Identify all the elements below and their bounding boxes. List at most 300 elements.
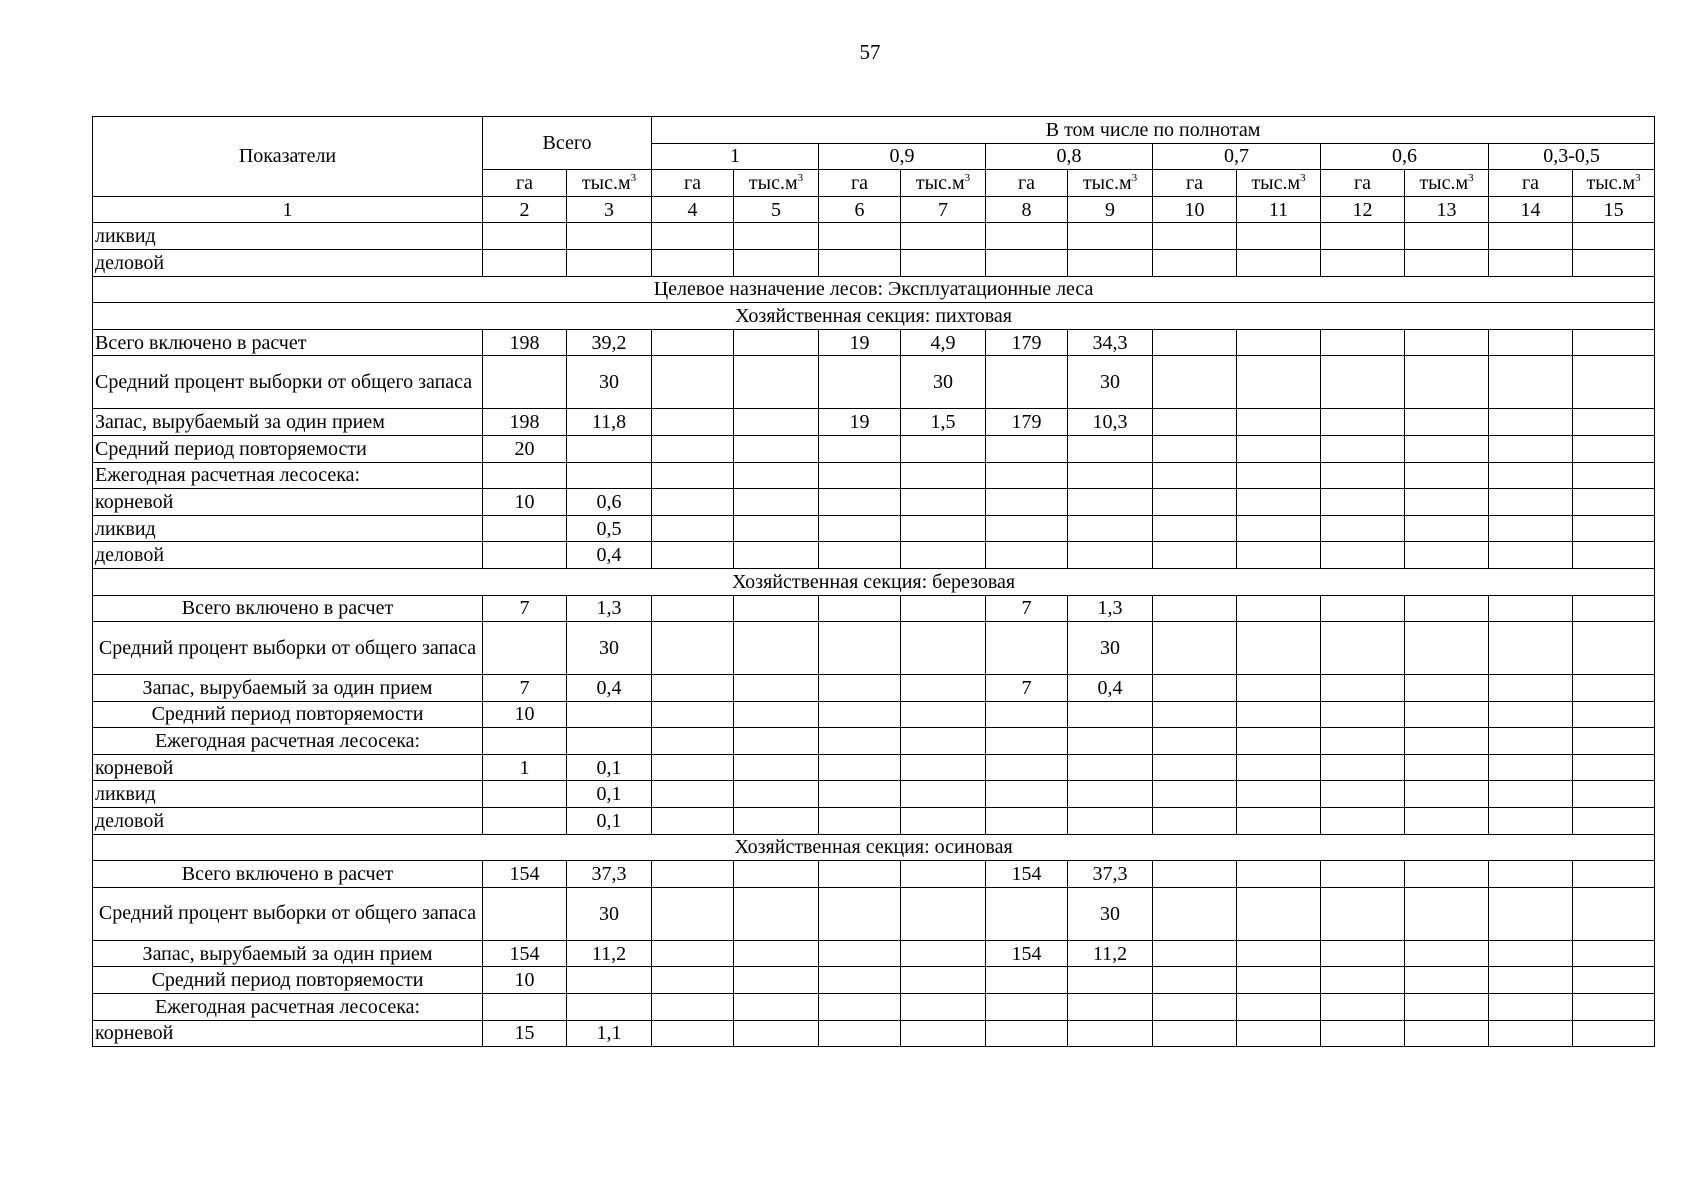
table-cell	[652, 223, 734, 250]
table-cell	[1573, 462, 1655, 489]
table-cell	[1489, 754, 1573, 781]
table-cell	[652, 887, 734, 940]
table-cell	[1405, 967, 1489, 994]
table-cell	[1237, 249, 1321, 276]
table-cell	[652, 356, 734, 409]
table-cell	[1153, 940, 1237, 967]
section-row	[93, 568, 1655, 595]
table-cell	[1321, 223, 1405, 250]
row-label: Средний процент выборки от общего запаса	[93, 887, 483, 940]
row-label: деловой	[93, 249, 483, 276]
table-cell	[567, 994, 652, 1021]
unit-ha: га	[483, 170, 567, 197]
table-cell	[652, 994, 734, 1021]
header-density: 0,8	[986, 143, 1153, 170]
row-label: Всего включено в расчет	[93, 595, 483, 622]
table-cell: 10,3	[1068, 409, 1153, 436]
table-cell: 0,6	[567, 489, 652, 516]
table-row	[93, 542, 1655, 569]
unit-volume-text: тыс.м	[1586, 171, 1636, 194]
table-cell	[1489, 861, 1573, 888]
table-cell	[819, 515, 901, 542]
row-label: Ежегодная расчетная лесосека:	[93, 728, 483, 755]
table-cell	[734, 994, 819, 1021]
table-row	[93, 861, 1655, 888]
table-cell: 10	[483, 489, 567, 516]
table-cell	[819, 223, 901, 250]
table-cell	[901, 489, 986, 516]
column-number: 9	[1068, 196, 1153, 223]
table-cell	[819, 249, 901, 276]
table-cell	[1489, 542, 1573, 569]
unit-volume-exponent: 3	[630, 171, 637, 184]
column-number: 2	[483, 196, 567, 223]
row-label: корневой	[93, 489, 483, 516]
table-cell	[1321, 887, 1405, 940]
table-cell	[1237, 622, 1321, 675]
table-cell	[1237, 489, 1321, 516]
table-cell	[1405, 356, 1489, 409]
unit-volume-exponent: 3	[1635, 171, 1641, 184]
table-cell	[734, 249, 819, 276]
unit-volume	[901, 170, 986, 197]
table-cell	[652, 808, 734, 835]
table-cell	[986, 887, 1068, 940]
table-cell	[986, 994, 1068, 1021]
table-cell: 37,3	[567, 861, 652, 888]
row-label: Ежегодная расчетная лесосека:	[93, 462, 483, 489]
table-cell	[819, 1020, 901, 1047]
table-cell	[986, 249, 1068, 276]
header-density: 0,6	[1321, 143, 1489, 170]
table-row	[93, 489, 1655, 516]
table-cell: 179	[986, 329, 1068, 356]
unit-volume-text: тыс.м	[915, 171, 965, 194]
table-cell: 7	[986, 675, 1068, 702]
table-cell	[1237, 967, 1321, 994]
table-cell	[1321, 515, 1405, 542]
table-cell	[1321, 435, 1405, 462]
table-cell	[1068, 489, 1153, 516]
table-cell	[819, 701, 901, 728]
unit-volume-exponent: 3	[964, 171, 971, 184]
table-cell: 154	[483, 861, 567, 888]
table-cell	[1489, 728, 1573, 755]
table-cell	[1321, 462, 1405, 489]
table-cell	[1573, 515, 1655, 542]
table-cell	[1489, 329, 1573, 356]
table-cell	[819, 675, 901, 702]
table-cell	[1237, 887, 1321, 940]
table-cell	[483, 781, 567, 808]
table-cell	[901, 223, 986, 250]
column-number: 4	[652, 196, 734, 223]
unit-volume-exponent: 3	[1131, 171, 1138, 184]
table-cell	[734, 223, 819, 250]
table-row	[93, 595, 1655, 622]
table-cell	[1489, 1020, 1573, 1047]
unit-volume-text: тыс.м	[1251, 171, 1301, 194]
table-cell	[819, 489, 901, 516]
table-cell	[734, 967, 819, 994]
table-cell	[1321, 489, 1405, 516]
table-cell	[1153, 595, 1237, 622]
column-number: 13	[1405, 196, 1489, 223]
unit-volume	[567, 170, 652, 197]
table-cell: 30	[567, 887, 652, 940]
table-cell	[1405, 940, 1489, 967]
table-cell	[1573, 994, 1655, 1021]
table-cell	[1405, 675, 1489, 702]
unit-volume-exponent: 3	[1300, 171, 1306, 184]
table-cell	[1489, 622, 1573, 675]
table-row	[93, 409, 1655, 436]
table-cell	[1405, 754, 1489, 781]
table-cell	[1153, 356, 1237, 409]
table-cell: 30	[1068, 887, 1153, 940]
table-cell	[1153, 861, 1237, 888]
table-cell	[652, 409, 734, 436]
table-cell	[1489, 249, 1573, 276]
table-cell	[1237, 595, 1321, 622]
row-label: корневой	[93, 1020, 483, 1047]
table-cell	[483, 808, 567, 835]
header-total: Всего	[483, 117, 652, 170]
table-cell	[901, 435, 986, 462]
row-label: Всего включено в расчет	[93, 861, 483, 888]
section-title: Хозяйственная секция: осиновая	[93, 834, 1655, 861]
table-cell: 1,3	[567, 595, 652, 622]
table-cell	[1573, 701, 1655, 728]
table-cell	[1405, 781, 1489, 808]
table-row	[93, 223, 1655, 250]
table-cell	[901, 861, 986, 888]
table-cell	[1237, 462, 1321, 489]
table-cell	[1573, 728, 1655, 755]
table-cell	[901, 542, 986, 569]
table-cell	[567, 435, 652, 462]
table-cell	[652, 701, 734, 728]
unit-ha: га	[1489, 170, 1573, 197]
unit-ha: га	[986, 170, 1068, 197]
table-cell: 0,4	[1068, 675, 1153, 702]
table-cell	[1237, 861, 1321, 888]
table-cell: 39,2	[567, 329, 652, 356]
table-cell	[1321, 249, 1405, 276]
table-cell: 0,5	[567, 515, 652, 542]
table-cell	[819, 967, 901, 994]
table-cell	[1573, 675, 1655, 702]
table-cell	[1237, 1020, 1321, 1047]
table-cell	[734, 940, 819, 967]
table-cell	[1405, 489, 1489, 516]
table-cell	[652, 542, 734, 569]
table-cell	[483, 622, 567, 675]
table-row	[93, 781, 1655, 808]
column-numbers-row	[93, 196, 1655, 223]
table-cell	[986, 1020, 1068, 1047]
table-cell	[1321, 967, 1405, 994]
table-cell	[1237, 223, 1321, 250]
table-cell	[1405, 329, 1489, 356]
table-cell	[483, 515, 567, 542]
table-cell	[901, 887, 986, 940]
table-row	[93, 515, 1655, 542]
table-cell	[1405, 515, 1489, 542]
unit-volume-exponent: 3	[1468, 171, 1474, 184]
row-label: Запас, вырубаемый за один прием	[93, 409, 483, 436]
table-cell	[1068, 754, 1153, 781]
table-cell: 30	[567, 622, 652, 675]
table-cell	[734, 462, 819, 489]
table-cell	[1573, 887, 1655, 940]
table-cell	[986, 622, 1068, 675]
table-cell	[1153, 675, 1237, 702]
table-cell	[1153, 887, 1237, 940]
unit-ha: га	[652, 170, 734, 197]
table-cell: 11,2	[567, 940, 652, 967]
table-cell	[1237, 409, 1321, 436]
header-density: 0,7	[1153, 143, 1321, 170]
table-cell	[483, 728, 567, 755]
table-cell	[652, 329, 734, 356]
unit-ha: га	[1153, 170, 1237, 197]
table-cell	[734, 728, 819, 755]
row-label: Всего включено в расчет	[93, 329, 483, 356]
table-cell: 30	[1068, 356, 1153, 409]
table-cell	[1405, 994, 1489, 1021]
table-cell	[1489, 435, 1573, 462]
table-cell	[819, 994, 901, 1021]
table-cell	[1237, 515, 1321, 542]
table-cell	[1237, 808, 1321, 835]
table-cell	[1573, 542, 1655, 569]
column-number: 6	[819, 196, 901, 223]
table-cell	[734, 701, 819, 728]
table-cell	[734, 675, 819, 702]
table-cell	[1489, 595, 1573, 622]
table-cell: 198	[483, 409, 567, 436]
table-cell	[483, 994, 567, 1021]
table-cell	[986, 754, 1068, 781]
table-cell	[819, 861, 901, 888]
table-cell	[1153, 515, 1237, 542]
table-cell: 154	[986, 940, 1068, 967]
unit-volume-text: тыс.м	[1082, 171, 1132, 194]
table-cell	[1237, 994, 1321, 1021]
table-cell	[986, 808, 1068, 835]
table-cell: 15	[483, 1020, 567, 1047]
table-cell	[1237, 754, 1321, 781]
unit-ha: га	[819, 170, 901, 197]
table-cell	[1068, 435, 1153, 462]
table-cell	[1573, 754, 1655, 781]
table-cell	[1573, 940, 1655, 967]
table-cell	[1321, 356, 1405, 409]
table-cell	[483, 356, 567, 409]
section-title: Хозяйственная секция: березовая	[93, 568, 1655, 595]
table-cell	[1321, 701, 1405, 728]
table-cell	[734, 329, 819, 356]
table-cell	[1489, 489, 1573, 516]
table-cell	[1237, 329, 1321, 356]
table-cell: 4,9	[901, 329, 986, 356]
table-cell	[734, 861, 819, 888]
table-cell: 0,4	[567, 542, 652, 569]
table-cell	[901, 701, 986, 728]
table-cell	[483, 249, 567, 276]
table-cell	[901, 515, 986, 542]
table-cell	[1068, 701, 1153, 728]
table-cell	[819, 887, 901, 940]
table-row	[93, 808, 1655, 835]
table-cell	[1489, 462, 1573, 489]
unit-volume-text: тыс.м	[581, 171, 631, 194]
table-cell	[734, 542, 819, 569]
table-cell	[734, 887, 819, 940]
table-cell	[1068, 808, 1153, 835]
table-cell	[819, 595, 901, 622]
table-cell	[567, 967, 652, 994]
header-indicators: Показатели	[93, 117, 483, 197]
table-cell	[483, 462, 567, 489]
section-title: Хозяйственная секция: пихтовая	[93, 303, 1655, 330]
table-cell: 1	[483, 754, 567, 781]
table-cell	[1405, 728, 1489, 755]
table-cell	[901, 595, 986, 622]
table-cell: 154	[483, 940, 567, 967]
table-cell: 179	[986, 409, 1068, 436]
table-cell	[652, 781, 734, 808]
table-cell	[901, 781, 986, 808]
table-cell	[1153, 728, 1237, 755]
table-cell	[1153, 489, 1237, 516]
table-cell	[734, 515, 819, 542]
column-number: 1	[93, 196, 483, 223]
unit-volume	[734, 170, 819, 197]
table-cell	[1489, 808, 1573, 835]
table-cell	[986, 462, 1068, 489]
table-row	[93, 887, 1655, 940]
table-cell	[819, 356, 901, 409]
table-cell	[819, 728, 901, 755]
table-cell	[901, 808, 986, 835]
table-cell	[1153, 994, 1237, 1021]
table-cell	[1153, 223, 1237, 250]
table-cell	[901, 754, 986, 781]
table-cell: 19	[819, 329, 901, 356]
table-cell: 0,1	[567, 754, 652, 781]
table-cell	[1405, 542, 1489, 569]
section-row	[93, 276, 1655, 303]
table-cell	[1068, 781, 1153, 808]
table-cell: 154	[986, 861, 1068, 888]
table-cell	[483, 542, 567, 569]
table-cell	[1321, 675, 1405, 702]
table-row	[93, 356, 1655, 409]
unit-volume-text: тыс.м	[1419, 171, 1469, 194]
table-cell: 1,3	[1068, 595, 1153, 622]
table-cell	[1405, 595, 1489, 622]
table-cell: 10	[483, 967, 567, 994]
table-cell	[986, 489, 1068, 516]
table-cell	[652, 249, 734, 276]
table-row	[93, 728, 1655, 755]
table-cell	[901, 249, 986, 276]
table-row	[93, 435, 1655, 462]
table-cell	[901, 622, 986, 675]
column-number: 14	[1489, 196, 1573, 223]
table-cell	[901, 940, 986, 967]
table-cell: 198	[483, 329, 567, 356]
table-cell	[652, 675, 734, 702]
table-cell	[1573, 1020, 1655, 1047]
table-cell	[567, 462, 652, 489]
table-cell	[734, 595, 819, 622]
table-cell	[1489, 967, 1573, 994]
row-label: Средний процент выборки от общего запаса	[93, 622, 483, 675]
table-cell	[901, 994, 986, 1021]
table-cell	[1321, 1020, 1405, 1047]
table-cell	[1321, 781, 1405, 808]
table-cell	[1573, 435, 1655, 462]
table-cell	[986, 435, 1068, 462]
unit-volume	[1237, 170, 1321, 197]
table-cell: 30	[1068, 622, 1153, 675]
table-cell	[1489, 515, 1573, 542]
page-number: 57	[859, 40, 881, 64]
table-cell	[986, 781, 1068, 808]
table-cell	[1573, 249, 1655, 276]
column-number: 5	[734, 196, 819, 223]
table-cell	[1068, 728, 1153, 755]
row-label: деловой	[93, 542, 483, 569]
table-cell	[1237, 542, 1321, 569]
table-cell	[652, 940, 734, 967]
table-cell	[819, 754, 901, 781]
table-cell	[1153, 781, 1237, 808]
table-cell	[652, 622, 734, 675]
table-cell	[1153, 409, 1237, 436]
table-cell	[1321, 542, 1405, 569]
row-label: корневой	[93, 754, 483, 781]
table-cell	[1321, 940, 1405, 967]
table-cell	[734, 754, 819, 781]
table-cell	[1237, 356, 1321, 409]
table-cell	[483, 887, 567, 940]
table-cell: 19	[819, 409, 901, 436]
table-cell	[734, 808, 819, 835]
header-density: 0,9	[819, 143, 986, 170]
table-cell	[1153, 808, 1237, 835]
section-title: Целевое назначение лесов: Эксплуатационные леса	[93, 276, 1655, 303]
table-cell	[1405, 249, 1489, 276]
row-label: Средний период повторяемости	[93, 701, 483, 728]
table-cell	[1489, 223, 1573, 250]
column-number: 10	[1153, 196, 1237, 223]
row-label: Средний период повторяемости	[93, 967, 483, 994]
table-cell	[986, 701, 1068, 728]
table-cell	[1405, 462, 1489, 489]
column-number: 11	[1237, 196, 1321, 223]
table-cell	[986, 728, 1068, 755]
table-cell	[1489, 887, 1573, 940]
row-label: Ежегодная расчетная лесосека:	[93, 994, 483, 1021]
table-cell	[1573, 223, 1655, 250]
table-cell	[652, 861, 734, 888]
table-cell	[652, 489, 734, 516]
table-cell	[652, 595, 734, 622]
